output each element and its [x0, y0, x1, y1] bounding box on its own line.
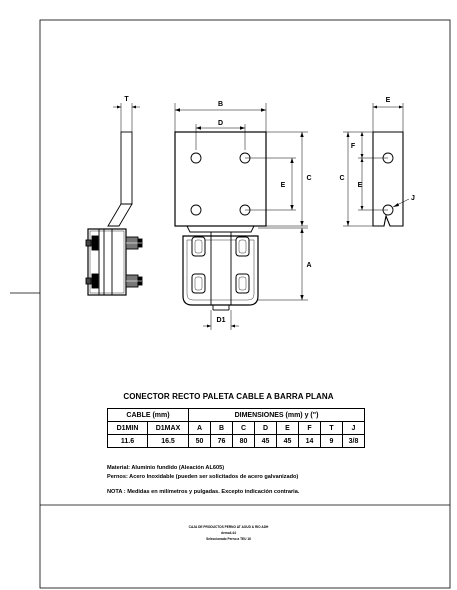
table-cell: 3/8 — [343, 435, 365, 448]
column-header: E — [277, 422, 299, 435]
front-view — [175, 103, 308, 330]
table-cell: 9 — [321, 435, 343, 448]
bolts-note: Pernos: Acero Inoxidable (pueden ser solicitados de acero galvanizado) — [107, 474, 299, 480]
column-header: D — [255, 422, 277, 435]
column-header: T — [321, 422, 343, 435]
column-header: B — [211, 422, 233, 435]
header-cable: CABLE (mm) — [108, 409, 189, 422]
dim-label-c-center: C — [306, 175, 312, 182]
column-header: C — [233, 422, 255, 435]
header-dimensions: DIMENSIONES (mm) y (") — [189, 409, 365, 422]
drawing-title: CONECTOR RECTO PALETA CABLE A BARRA PLANA — [123, 392, 334, 401]
column-header: J — [343, 422, 365, 435]
dim-label-e-right: E — [357, 182, 363, 189]
table-cell: 16.5 — [148, 435, 189, 448]
dim-label-a: A — [306, 262, 312, 269]
table-header-row — [108, 422, 365, 435]
dim-label-c-right: C — [339, 175, 345, 182]
dim-label-e-center: E — [280, 182, 286, 189]
table-cell: 50 — [189, 435, 211, 448]
units-note: NOTA : Medidas en milímetros y pulgadas. Excepto indicación contraria. — [107, 489, 300, 495]
column-header: D1MIN — [108, 422, 148, 435]
dim-label-t: T — [124, 96, 129, 103]
column-header: F — [299, 422, 321, 435]
dimensions-table — [107, 408, 365, 448]
dim-label-d: D — [217, 120, 224, 127]
table-cell: 14 — [299, 435, 321, 448]
table-cell: 76 — [211, 435, 233, 448]
dim-label-j: J — [411, 195, 415, 202]
right-view — [343, 103, 409, 226]
footer-line-2: demo4.44 — [221, 531, 236, 535]
dim-label-f: F — [350, 143, 356, 150]
table-row — [108, 435, 365, 448]
table-cell: 80 — [233, 435, 255, 448]
side-view — [86, 103, 142, 295]
dim-label-e-top: E — [385, 97, 391, 104]
table-cell: 45 — [255, 435, 277, 448]
table-cell: 45 — [277, 435, 299, 448]
column-header: A — [189, 422, 211, 435]
column-header: D1MAX — [148, 422, 189, 435]
footer-line-1: CAJA DE PRODUCTOS PERNO AT AOUD & RIO ADH — [188, 525, 269, 529]
dim-label-b: B — [217, 101, 224, 108]
dim-label-d1: D1 — [216, 317, 226, 324]
material-note: Material: Aluminio fundido (Aleación AL605) — [107, 465, 225, 471]
footer-line-3: Seleccionado Perno a TEU 16 — [206, 537, 251, 541]
table-cell: 11.6 — [108, 435, 148, 448]
